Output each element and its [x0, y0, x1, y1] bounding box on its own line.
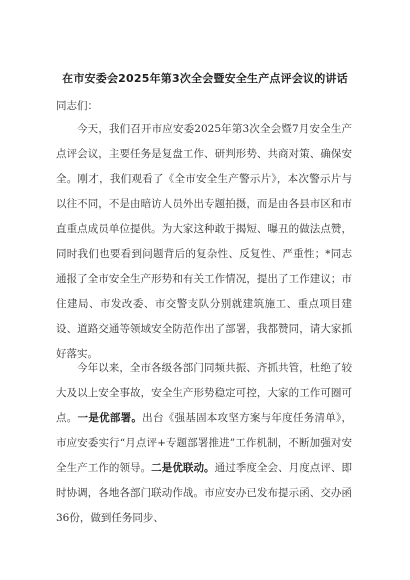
paragraph-2-text-1: 今年以来，全市各级各部门同频共振、齐抓共管，杜绝了较大及以上安全事故，安全生产形势稳定可控，大家的工作可圈可点。: [56, 362, 352, 424]
paragraph-2-point-1: 一是优部署。: [77, 412, 143, 424]
paragraph-2-point-2: 二是优联动。: [151, 462, 215, 474]
salutation: 同志们：: [56, 100, 98, 112]
page-title: 在市安委会2025年第3次全会暨安全生产点评会议的讲话: [62, 72, 348, 85]
paragraph-2-text-2: 出台《强基固本攻坚方案与年度任务清单》，市应安委实行“月点评+专题部署推进”工作机制，不断加强对安全生产工作的领导。: [56, 412, 353, 474]
paragraph-2-text-3: 通过季度全会、月度点评、即时协调，各地各部门联动作战。市应安办已发布提示函、交办函36份，做到任务同步、: [56, 462, 353, 524]
body-paragraph-2: [56, 356, 352, 531]
body-paragraph-1: 今天，我们召开市应安委2025年第3次全会暨7月安全生产点评会议，主要任务是复盘工作、研判形势、共商对策、确保安全。刚才，我们观看了《全市安全生产警示片》，本次警示片与以往不同，不是由暗访人员外出专题拍摄，而是由各县市区和市直重点成员单位提供。为大家这种敢于揭短、曝丑的做法点赞，同时我们也要看到问题背后的复杂性、反复性、严重性；*同志通报了全市安全生产形势和有关工作情况，提出了工作建议；市住建局、市发改委、市交警支队分别就建筑施工、重点项目建设、道路交通等领域安全防范作出了部署，我都赞同，请大家抓好落实。: [56, 123, 352, 360]
